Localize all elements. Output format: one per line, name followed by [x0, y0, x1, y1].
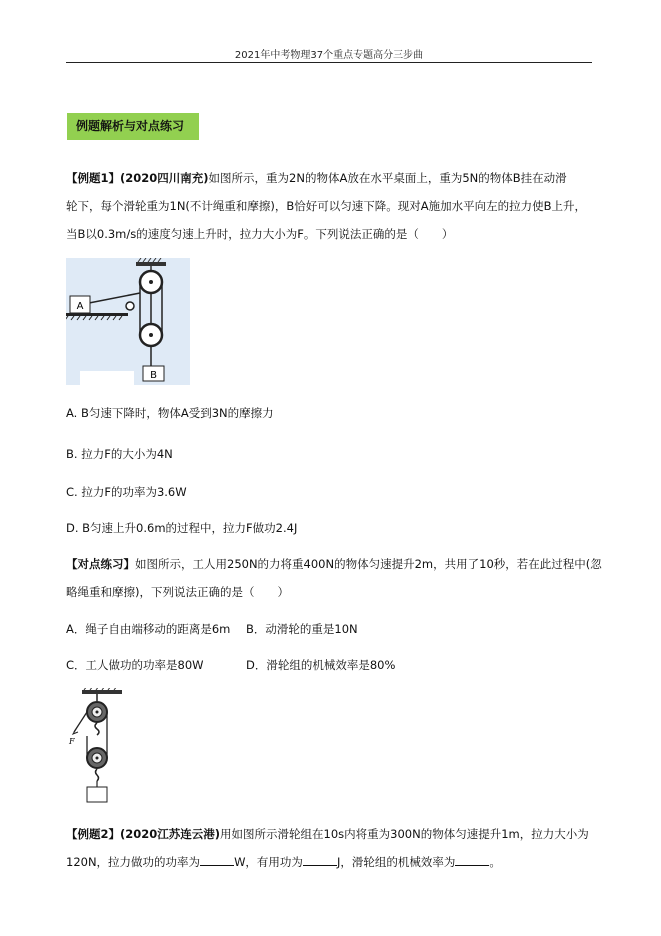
example-2-text-b: W，有用功为 — [234, 855, 303, 869]
example-2-tag: 【例题2】(2020江苏连云港) — [66, 827, 221, 841]
header-rule — [66, 62, 592, 63]
section-title: 例题解析与对点练习 — [67, 113, 199, 140]
example-1-option-c: C. 拉力F的功率为3.6W — [66, 485, 187, 499]
practice-option-b: B．动滑轮的重是10N — [246, 622, 358, 636]
block-b-label: B — [150, 370, 157, 381]
practice-option-c: C．工人做功的功率是80W — [66, 658, 204, 672]
practice-option-d: D．滑轮组的机械效率是80% — [246, 658, 396, 672]
example-1-option-a: A. B匀速下降时，物体A受到3N的摩擦力 — [66, 406, 274, 420]
practice-option-a: A．绳子自由端移动的距离是6m — [66, 622, 231, 636]
example-1-option-d: D. B匀速上升0.6m的过程中，拉力F做功2.4J — [66, 521, 298, 535]
example-2-question — [66, 820, 596, 876]
power-blank[interactable] — [200, 853, 234, 866]
force-label: F — [69, 737, 75, 746]
example-1-question — [66, 164, 596, 248]
practice-line-1: 如图所示，工人用250N的力将重400N的物体匀速提升2m，共用了10秒，若在此过程中(忽 — [135, 557, 602, 571]
example-1-line-1: 如图所示，重为2N的物体A放在水平桌面上，重为5N的物体B挂在动滑 — [208, 171, 567, 185]
page-header: 2021年中考物理37个重点专题高分三步曲 — [234, 50, 424, 61]
example-1-pulley-figure — [66, 258, 190, 385]
example-2-line-1: 用如图所示滑轮组在10s内将重为300N的物体匀速提升1m，拉力大小为 — [220, 827, 589, 841]
practice-line-2: 略绳重和摩擦)，下列说法正确的是（ ） — [66, 585, 289, 599]
efficiency-blank[interactable] — [455, 853, 489, 866]
practice-pulley-figure — [66, 688, 126, 804]
practice-tag: 【对点练习】 — [66, 557, 135, 571]
example-1-tag: 【例题1】(2020四川南充) — [66, 171, 209, 185]
example-2-text-a: 120N，拉力做功的功率为 — [66, 855, 201, 869]
example-1-line-2: 轮下，每个滑轮重为1N(不计绳重和摩擦)，B恰好可以匀速下降。现对A施加水平向左的拉力使B上升， — [66, 199, 587, 213]
block-a-label: A — [76, 301, 84, 312]
example-2-text-c: J，滑轮组的机械效率为 — [336, 855, 456, 869]
practice-question — [66, 550, 602, 606]
useful-work-blank[interactable] — [303, 853, 337, 866]
example-1-option-b: B. 拉力F的大小为4N — [66, 447, 173, 461]
example-1-line-3: 当B以0.3m/s的速度匀速上升时，拉力大小为F。下列说法正确的是（ ） — [66, 227, 454, 241]
example-2-text-d: 。 — [489, 855, 501, 869]
